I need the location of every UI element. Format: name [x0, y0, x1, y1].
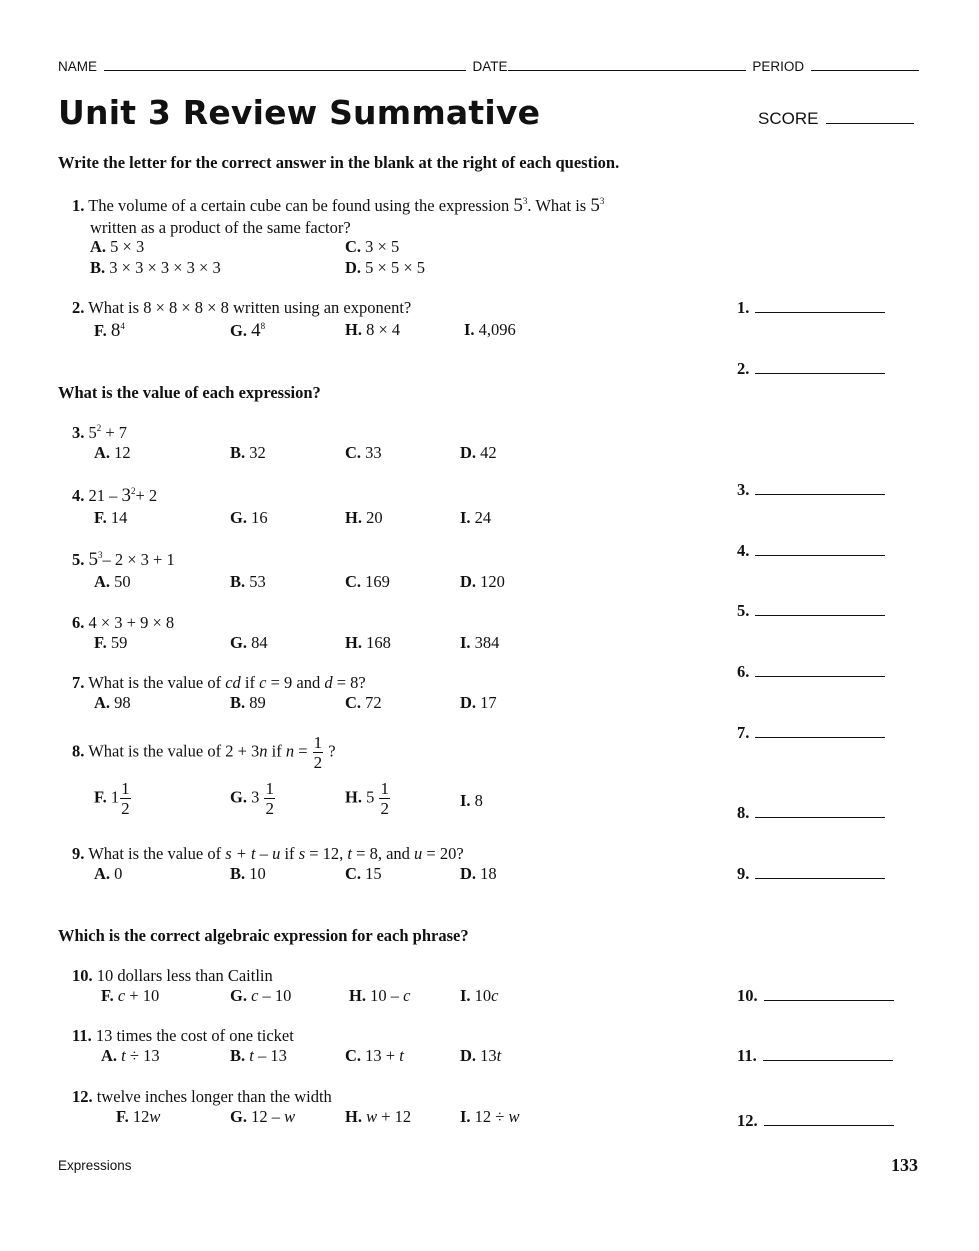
answer-label: 1. [737, 298, 750, 317]
q12-choice-f [116, 1107, 160, 1127]
choice-var: t [249, 1046, 254, 1065]
answer-line[interactable] [755, 601, 885, 616]
q7-choice-b [230, 693, 266, 713]
period-label: PERIOD [752, 59, 805, 74]
q12-choice-h [345, 1107, 411, 1127]
q9-part: if [284, 844, 295, 863]
choice-text: 16 [251, 508, 268, 527]
q8-choice-g [230, 780, 276, 817]
choice-letter: H. [345, 1107, 362, 1126]
q7-choice-d [460, 693, 497, 713]
q12-phrase: twelve inches longer than the width [96, 1087, 332, 1106]
choice-var: w [284, 1107, 296, 1126]
choice-text: 10 [474, 986, 492, 1005]
answer-line[interactable] [764, 986, 894, 1001]
choice-text: 98 [114, 693, 131, 712]
q1-line2: written as a product of the same factor? [90, 218, 351, 237]
q11-text [72, 1026, 294, 1046]
choice-var: w [366, 1107, 378, 1126]
choice-text: 13 + [365, 1046, 396, 1065]
q9-choice-c [345, 864, 382, 884]
q3-base: 5 [88, 423, 97, 442]
answer-blank [737, 541, 885, 561]
choice-letter: D. [460, 572, 477, 591]
answer-label: 7. [737, 723, 750, 742]
answer-blank [737, 298, 885, 318]
q7-part: = 9 and [270, 673, 321, 692]
choice-letter: I. [460, 791, 471, 810]
choice-text: 120 [480, 572, 505, 591]
q7-number: 7. [72, 673, 85, 692]
q11-choice-b [230, 1046, 287, 1066]
q6-choice-f [94, 633, 127, 653]
q2-choice-i [464, 320, 516, 340]
choice-text: 0 [114, 864, 123, 883]
q3-choice-d [460, 443, 497, 463]
q11-choice-c [345, 1046, 404, 1066]
q2-choice-g [230, 320, 265, 342]
choice-text: 89 [249, 693, 266, 712]
answer-line[interactable] [755, 541, 885, 556]
q4-choice-g [230, 508, 268, 528]
answer-blank [737, 601, 885, 621]
q10-number: 10. [72, 966, 93, 985]
choice-text: + 12 [381, 1107, 412, 1126]
q8-text [72, 734, 336, 771]
choice-letter: A. [94, 693, 111, 712]
fraction-denominator: 2 [265, 799, 274, 818]
answer-blank [737, 864, 885, 884]
choice-text: 33 [365, 443, 382, 462]
choice-letter: A. [94, 864, 111, 883]
q11-choice-a [101, 1046, 160, 1066]
choice-letter: D. [460, 443, 477, 462]
answer-blank [737, 359, 885, 379]
choice-letter: B. [230, 864, 246, 883]
q8-var: n [259, 741, 268, 761]
answer-line[interactable] [755, 298, 885, 313]
q8-number: 8. [72, 741, 85, 761]
choice-text: 3 × 5 [365, 237, 400, 256]
choice-var: t [121, 1046, 126, 1065]
q9-choice-a [94, 864, 122, 884]
choice-letter: H. [345, 320, 362, 339]
choice-letter: G. [230, 633, 247, 652]
q7-part: if [244, 673, 255, 692]
q4-choice-h [345, 508, 383, 528]
choice-text: 384 [474, 633, 500, 652]
answer-blank [737, 1111, 894, 1131]
q10-choice-i [460, 986, 499, 1006]
answer-label: 8. [737, 803, 750, 822]
choice-text: 12 [114, 443, 131, 462]
answer-label: 10. [737, 986, 758, 1005]
q6-choice-g [230, 633, 268, 653]
choice-text: 12 [132, 1107, 150, 1126]
answer-label: 9. [737, 864, 750, 883]
choice-letter: D. [345, 258, 362, 277]
q6-text [72, 613, 174, 633]
q7-var: cd [225, 673, 241, 692]
q1-choice-c [345, 237, 399, 257]
answer-line[interactable] [755, 359, 885, 374]
choice-letter: A. [90, 237, 107, 256]
choice-base: 4 [251, 320, 261, 341]
q5-text [72, 549, 175, 571]
choice-letter: H. [349, 986, 366, 1005]
choice-text: 59 [110, 633, 128, 652]
q4-exp: 2 [131, 486, 136, 496]
choice-letter: H. [345, 787, 362, 807]
q9-part: = 8, and [356, 844, 410, 863]
q4-base: 3 [121, 485, 131, 506]
choice-letter: I. [460, 508, 471, 527]
choice-text: 5 × 3 [110, 237, 145, 256]
q10-text [72, 966, 273, 986]
q6-expression: 4 × 3 + 9 × 8 [88, 613, 175, 632]
choice-letter: C. [345, 237, 362, 256]
q9-choice-d [460, 864, 497, 884]
q9-choice-b [230, 864, 266, 884]
q4-choice-f [94, 508, 127, 528]
q8-var: n [285, 741, 295, 761]
answer-label: 12. [737, 1111, 758, 1130]
q1-exp: 3 [522, 196, 528, 206]
choice-letter: I. [460, 1107, 471, 1126]
answer-label: 6. [737, 662, 750, 681]
choice-text: 50 [114, 572, 131, 591]
q1-text-b: . What is [527, 196, 587, 215]
q5-exp: 3 [98, 550, 103, 560]
footer-section-name: Expressions [58, 1158, 132, 1173]
q2-choice-h [345, 320, 400, 340]
q11-phrase: 13 times the cost of one ticket [95, 1026, 294, 1045]
q8-choice-f [94, 780, 132, 817]
q3-choice-a [94, 443, 131, 463]
choice-letter: G. [230, 1107, 247, 1126]
q3-text [72, 423, 127, 443]
choice-text: 8 [474, 791, 483, 810]
choice-text: 15 [365, 864, 382, 883]
choice-letter: G. [230, 787, 247, 807]
name-label: NAME [58, 59, 98, 74]
choice-text: ÷ 13 [129, 1046, 160, 1065]
q2-choice-f [94, 320, 125, 342]
choice-letter: A. [94, 572, 111, 591]
q6-choice-i [460, 633, 499, 653]
q8-fraction [313, 734, 324, 771]
choice-whole: 5 [366, 787, 375, 807]
answer-label: 5. [737, 601, 750, 620]
q1-base: 5 [513, 195, 523, 216]
q2-question: What is 8 × 8 × 8 × 8 written using an exponent? [88, 298, 412, 317]
fraction-numerator: 1 [265, 779, 274, 798]
choice-text: – 10 [262, 986, 292, 1005]
q3-choice-b [230, 443, 266, 463]
choice-var: c [403, 986, 411, 1005]
choice-var: t [399, 1046, 404, 1065]
choice-letter: F. [101, 986, 114, 1005]
fraction-denominator: 2 [313, 753, 323, 772]
q10-choice-h [349, 986, 410, 1006]
choice-var: t [496, 1046, 502, 1065]
q10-choice-g [230, 986, 291, 1006]
choice-fraction [120, 780, 131, 817]
answer-blank [737, 662, 885, 682]
main-instructions: Write the letter for the correct answer in the blank at the right of each question. [58, 153, 620, 172]
q10-phrase: 10 dollars less than Caitlin [96, 966, 273, 985]
choice-var: w [149, 1107, 161, 1126]
q6-number: 6. [72, 613, 85, 632]
q5-choice-d [460, 572, 505, 592]
choice-letter: D. [460, 864, 477, 883]
choice-letter: C. [345, 693, 362, 712]
choice-base: 8 [110, 320, 121, 341]
choice-letter: A. [101, 1046, 118, 1065]
fraction-denominator: 2 [380, 799, 389, 818]
q12-number: 12. [72, 1087, 93, 1106]
q1-choice-d [345, 258, 425, 278]
choice-text: 17 [480, 693, 497, 712]
answer-blank [737, 986, 894, 1006]
q8-part: What is the value of 2 + 3 [88, 741, 260, 761]
choice-letter: C. [345, 443, 362, 462]
choice-whole: 1 [110, 787, 120, 807]
q3-choice-c [345, 443, 382, 463]
choice-var: c [491, 986, 499, 1005]
q9-part: What is the value of [88, 844, 222, 863]
choice-letter: C. [345, 572, 362, 591]
q4-rest: + 2 [135, 486, 158, 505]
choice-letter: C. [345, 1046, 362, 1065]
q9-number: 9. [72, 844, 85, 863]
q10-choice-f [101, 986, 159, 1006]
choice-letter: F. [94, 508, 107, 527]
q9-var: s [298, 844, 306, 863]
choice-text: 8 × 4 [366, 320, 401, 339]
name-field-row [58, 58, 919, 74]
choice-text: 24 [474, 508, 492, 527]
q4-number: 4. [72, 486, 85, 505]
answer-line[interactable] [755, 723, 885, 738]
choice-letter: A. [94, 443, 111, 462]
q9-var: u [414, 844, 423, 863]
q5-choice-b [230, 572, 266, 592]
choice-letter: F. [94, 787, 107, 807]
q12-text [72, 1087, 332, 1107]
choice-var: c [251, 986, 259, 1005]
choice-text: – 13 [257, 1046, 287, 1065]
q6-choice-h [345, 633, 391, 653]
fraction-denominator: 2 [121, 799, 130, 818]
choice-text: 72 [365, 693, 382, 712]
choice-text: 14 [110, 508, 128, 527]
score-input-line[interactable] [826, 111, 914, 124]
answer-blank [737, 1046, 893, 1066]
choice-letter: C. [345, 864, 362, 883]
choice-text: 13 [480, 1046, 497, 1065]
q1-base-2: 5 [590, 195, 600, 216]
q1-choice-b [90, 258, 221, 278]
choice-text: 169 [365, 572, 390, 591]
q8-choice-i [460, 791, 483, 811]
choice-text: 42 [480, 443, 497, 462]
value-section-heading: What is the value of each expression? [58, 383, 321, 402]
choice-var: c [117, 986, 126, 1005]
choice-fraction [264, 780, 275, 817]
q9-expr: s + t – u [225, 844, 281, 863]
choice-text: 5 × 5 × 5 [365, 258, 426, 277]
score-label: SCORE [758, 109, 819, 128]
q4-text [72, 485, 157, 507]
choice-letter: D. [460, 1046, 477, 1065]
fraction-numerator: 1 [121, 779, 130, 798]
choice-letter: I. [460, 633, 471, 652]
choice-letter: B. [230, 1046, 246, 1065]
q11-choice-d [460, 1046, 501, 1066]
q8-part: = [298, 741, 308, 761]
q2-number: 2. [72, 298, 85, 317]
q5-choice-a [94, 572, 131, 592]
q7-var: d [324, 673, 333, 692]
date-input-line[interactable] [508, 58, 746, 71]
choice-exp: 4 [120, 321, 125, 331]
q9-part: = 20? [426, 844, 464, 863]
choice-fraction [379, 780, 390, 817]
q9-part: = 12, [309, 844, 344, 863]
choice-letter: F. [94, 633, 107, 652]
choice-whole: 3 [251, 787, 260, 807]
page-title: Unit 3 Review Summative [58, 93, 541, 132]
choice-letter: I. [464, 320, 475, 339]
answer-blank [737, 803, 885, 823]
q1-line1 [72, 195, 604, 217]
score-field [758, 109, 914, 129]
choice-text: 168 [366, 633, 391, 652]
q2-text [72, 298, 411, 318]
q3-rest: + 7 [105, 423, 128, 442]
choice-letter: F. [94, 321, 107, 340]
choice-text: 84 [251, 633, 268, 652]
answer-line[interactable] [755, 480, 885, 495]
answer-line[interactable] [755, 864, 885, 879]
q8-part: if [271, 741, 282, 761]
choice-letter: H. [345, 508, 362, 527]
q7-choice-c [345, 693, 382, 713]
answer-label: 4. [737, 541, 750, 560]
choice-letter: B. [230, 572, 246, 591]
q1-exp-2: 3 [599, 196, 605, 206]
q7-text [72, 673, 366, 693]
q5-rest: – 2 × 3 + 1 [102, 550, 175, 569]
choice-text: + 10 [129, 986, 160, 1005]
choice-text: 10 – [370, 986, 399, 1005]
q12-choice-g [230, 1107, 295, 1127]
answer-blank [737, 480, 885, 500]
q8-choice-h [345, 780, 391, 817]
q7-part: = 8? [336, 673, 366, 692]
choice-text: 32 [249, 443, 266, 462]
fraction-numerator: 1 [380, 779, 389, 798]
choice-letter: G. [230, 986, 247, 1005]
choice-text: 18 [480, 864, 497, 883]
answer-label: 11. [737, 1046, 757, 1065]
choice-text: 10 [249, 864, 266, 883]
q3-number: 3. [72, 423, 85, 442]
q9-text [72, 844, 464, 864]
choice-letter: F. [116, 1107, 129, 1126]
answer-line[interactable] [755, 662, 885, 677]
choice-letter: B. [230, 693, 246, 712]
choice-letter: G. [230, 508, 247, 527]
choice-text: 53 [249, 572, 266, 591]
choice-letter: B. [230, 443, 246, 462]
answer-line[interactable] [764, 1111, 894, 1126]
choice-exp: 8 [260, 321, 266, 331]
q9-var: t [347, 844, 353, 863]
q1-number: 1. [72, 196, 85, 215]
answer-line[interactable] [763, 1046, 893, 1061]
choice-text: 4,096 [478, 320, 516, 339]
fraction-numerator: 1 [313, 733, 323, 752]
date-label: DATE [472, 59, 508, 74]
choice-letter: G. [230, 321, 247, 340]
q1-choice-a [90, 237, 144, 257]
q12-choice-i [460, 1107, 520, 1127]
q7-part: What is the value of [88, 673, 222, 692]
q7-var: c [259, 673, 267, 692]
q3-exp: 2 [96, 423, 102, 433]
choice-letter: D. [460, 693, 477, 712]
q1-text-a: The volume of a certain cube can be found using the expression [88, 196, 510, 215]
choice-text: 12 ÷ [474, 1107, 505, 1126]
q5-number: 5. [72, 550, 85, 569]
answer-line[interactable] [755, 803, 885, 818]
choice-letter: I. [460, 986, 471, 1005]
choice-text: 3 × 3 × 3 × 3 × 3 [109, 258, 221, 277]
answer-label: 2. [737, 359, 750, 378]
answer-label: 3. [737, 480, 750, 499]
q11-number: 11. [72, 1026, 92, 1045]
q5-choice-c [345, 572, 390, 592]
algebra-section-heading: Which is the correct algebraic expression for each phrase? [58, 926, 469, 945]
choice-letter: B. [90, 258, 106, 277]
period-input-line[interactable] [811, 58, 919, 71]
q4-pre: 21 – [88, 486, 118, 505]
choice-letter: H. [345, 633, 362, 652]
name-input-line[interactable] [104, 58, 466, 71]
choice-text: 12 – [251, 1107, 280, 1126]
answer-blank [737, 723, 885, 743]
choice-text: 20 [366, 508, 383, 527]
q7-choice-a [94, 693, 131, 713]
q4-choice-i [460, 508, 491, 528]
q8-part: ? [328, 741, 336, 761]
q5-base: 5 [88, 549, 98, 570]
choice-var: w [508, 1107, 520, 1126]
page-number: 133 [891, 1155, 918, 1175]
